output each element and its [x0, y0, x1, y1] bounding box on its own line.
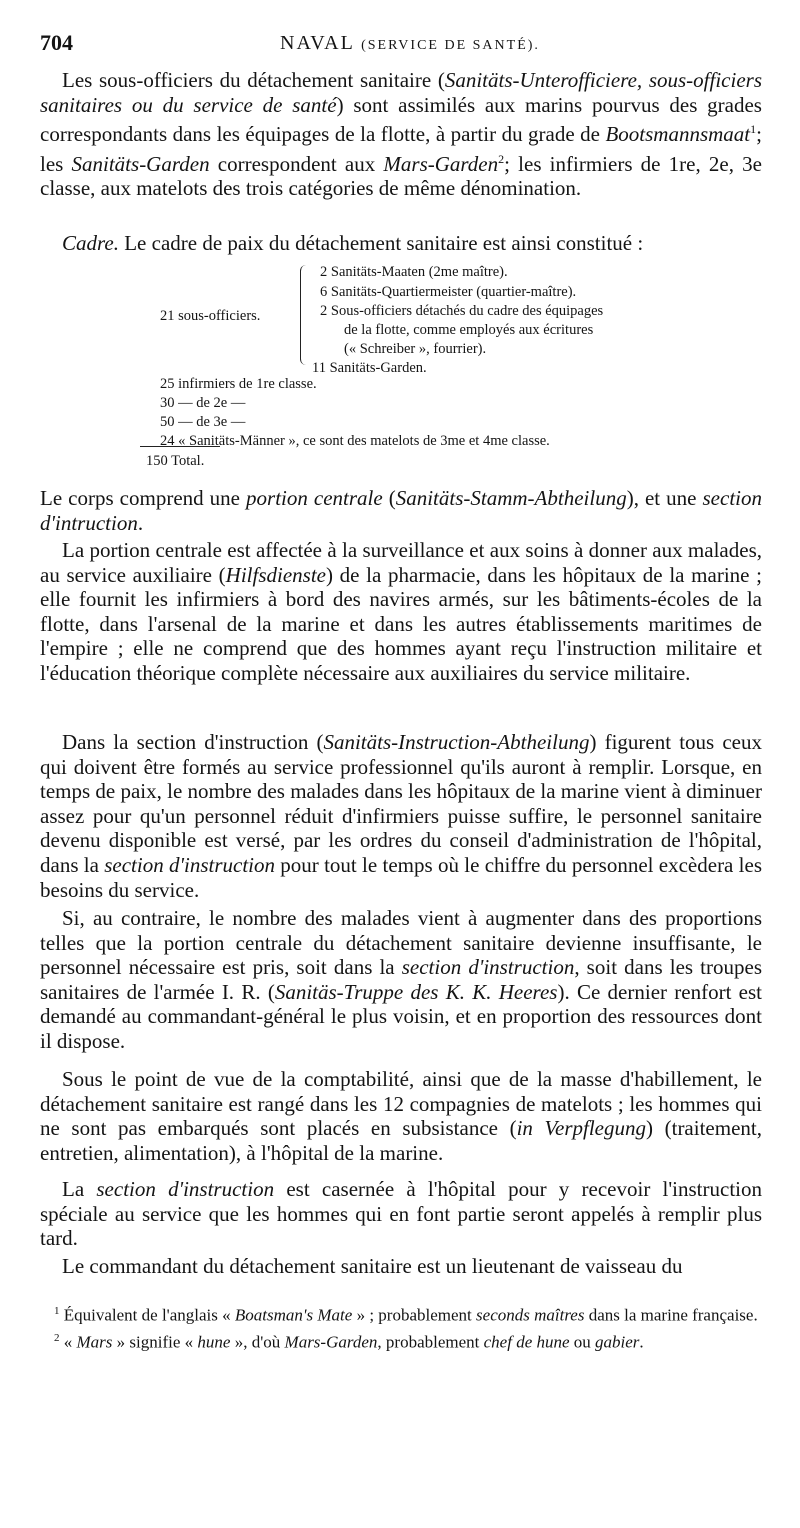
italic-term: portion centrale — [246, 486, 383, 510]
text-run: « — [59, 1332, 77, 1352]
cadre-line: de la flotte, comme employés aux écritures — [344, 322, 594, 338]
text-run: dans la marine française. — [584, 1305, 758, 1325]
text-run: , probablement — [377, 1332, 484, 1352]
cadre-row — [160, 433, 550, 450]
paragraph-section-instruction — [40, 730, 762, 902]
italic-term: Sanitäts-Stamm-Abtheilung — [395, 486, 627, 510]
text-run: est casernée à l'hôpital pour y recevoir l'instruction spéciale au service que les hommes qui en font partie seront appelés à remplir plus tard. — [40, 1177, 762, 1251]
text-run: Si, au contraire, le nombre des malades vient à augmenter dans des proportions telles que la portion centrale du détachement sanitaire devienne insuffisante, le personnel nécessaire est pris, soit dans la — [40, 906, 762, 980]
text-run: La — [62, 1177, 97, 1201]
paragraph-commandant — [40, 1254, 762, 1279]
cadre-line: 11 Sanitäts-Garden. — [312, 360, 427, 376]
text-run: Équivalent de l'anglais « — [59, 1305, 235, 1325]
paragraph-renfort — [40, 906, 762, 1054]
text-run: . — [137, 510, 144, 535]
running-head-sub: (SERVICE DE SANTÉ). — [361, 38, 540, 53]
text-run: ), et une — [626, 486, 703, 510]
cadre-total: 150 Total. — [146, 453, 205, 469]
cadre-table — [0, 0, 800, 480]
italic-term: Mars-Garden — [284, 1332, 378, 1352]
italic-term: section d'intruction — [40, 486, 762, 535]
italic-term: gabier — [595, 1332, 640, 1352]
text-run: . — [639, 1332, 644, 1352]
text-run: ( — [382, 486, 396, 510]
text-run: ) sont assimilés aux marins pourvus des grades correspondants dans les équipages de la flotte, à partir du grade de — [40, 92, 762, 147]
footnotes — [40, 1302, 762, 1355]
text-run: pour tout le temps où le chiffre du personnel excèdera les besoins du service. — [40, 852, 762, 902]
paragraph-comptabilite — [40, 1067, 762, 1165]
italic-term: Sanitäs-Truppe des K. K. Heeres — [274, 979, 558, 1004]
italic-term: Bootsmannsmaat — [605, 122, 751, 147]
footnote-ref-1: 1 — [750, 122, 757, 137]
cadre-group-label: 21 sous-officiers. — [160, 308, 261, 324]
cadre-row-count: 24 — [160, 433, 175, 449]
footnote-mark: 1 — [54, 1305, 60, 1317]
text-run: Dans la section d'instruction ( — [62, 730, 324, 754]
footnote-ref-2: 2 — [498, 151, 505, 166]
italic-term: in Verpflegung — [516, 1116, 647, 1141]
text-run: ; les infirmiers de 1re, 2e, 3e classe, aux matelots des trois catégories de même dénomination. — [40, 151, 763, 201]
cadre-line: (« Schreiber », fourrier). — [344, 341, 487, 357]
italic-term: section d'instruction — [401, 955, 575, 980]
cadre-row-text: « Sanitäts-Männer », ce sont des matelots de 3me et 4me classe. — [174, 433, 550, 449]
text-run: Le corps comprend une — [40, 486, 247, 510]
italic-term: Hilfsdienste — [225, 562, 326, 587]
cadre-row: 50 — de 3e — — [160, 414, 246, 430]
text-run: », d'où — [230, 1332, 285, 1352]
italic-term: Boatsman's Mate — [234, 1305, 353, 1325]
italic-term: section d'instruction — [96, 1177, 275, 1201]
footnote-1 — [40, 1302, 762, 1325]
cadre-brace — [300, 265, 309, 365]
cadre-line: 2 Sanitäts-Maaten (2me maître). — [320, 264, 508, 280]
text-run: Sous le point de vue de la comptabilité, ainsi que de la masse d'habillement, le détachement sanitaire est rangé dans les 12 compagnies de matelots ; les hommes qui ne sont pas embarqués sont placés en subsistance ( — [40, 1067, 762, 1141]
text-run: ; les — [40, 122, 762, 176]
text-run: » signifie « — [112, 1332, 198, 1352]
footnote-mark: 2 — [54, 1331, 60, 1344]
italic-term: Sanitäts-Garden — [71, 151, 210, 176]
text-run: Le commandant du détachement sanitaire est un lieutenant de vaisseau du — [62, 1254, 683, 1278]
text-run: ) (traitement, entretien, alimentation), à l'hôpital de la marine. — [40, 1116, 762, 1165]
cadre-row: 25 infirmiers de 1re classe. — [160, 376, 317, 392]
italic-term: Sanitäts-Unterofficiere, sous-officiers sanitaires ou du service de santé — [40, 68, 762, 117]
italic-term: chef de hune — [483, 1332, 570, 1352]
paragraph-casernement — [40, 1177, 762, 1251]
italic-term: Mars-Garden — [383, 151, 499, 176]
text-run: La portion centrale est affectée à la surveillance et aux soins à donner aux malades, au service auxiliaire ( — [40, 538, 762, 587]
cadre-line: 2 Sous-officiers détachés du cadre des équipages — [320, 303, 604, 319]
section-heading-cadre: Cadre. — [62, 231, 119, 255]
paragraph-corps — [40, 486, 762, 535]
running-head-main: NAVAL — [280, 32, 355, 54]
italic-term: Mars — [76, 1332, 113, 1352]
italic-term: hune — [197, 1332, 231, 1352]
text-run: » ; probablement — [352, 1305, 477, 1325]
text-run: , soit dans les troupes sanitaires de l'armée I. R. ( — [40, 955, 762, 1004]
italic-term: Sanitäts-Instruction-Abtheilung — [323, 730, 590, 754]
text-run: correspondent aux — [209, 151, 384, 176]
italic-term: seconds maîtres — [476, 1305, 585, 1325]
page-number: 704 — [40, 30, 73, 55]
text-run: Le cadre de paix du détachement sanitaire est ainsi constitué : — [118, 231, 644, 255]
footnote-2 — [40, 1329, 762, 1352]
text-run: ou — [569, 1332, 596, 1352]
text-run: Les sous-officiers du détachement sanitaire ( — [62, 68, 445, 92]
cadre-row: 30 — de 2e — — [160, 395, 246, 411]
paragraph-portion-centrale — [40, 538, 762, 686]
text-run: ). Ce dernier renfort est demandé au commandant-général le plus voisin, et en proportion des ressources dont il dispose. — [40, 979, 762, 1053]
total-rule — [140, 446, 220, 447]
text-run: ) figurent tous ceux qui doivent être formés au service professionnel qu'ils auront à remplir. Lorsque, en temps de paix, le nombre des malades dans les hôpitaux de la marine vient à diminuer assez pour qu'un personnel réduit d'infirmiers puisse suffire, le personnel sanitaire devenu disponible est versé, par les ordres du conseil d'administration de l'hôpital, dans la — [40, 730, 762, 877]
text-run: ) de la pharmacie, dans les hôpitaux de la marine ; elle fournit les infirmiers à bord des navires armés, sur les bâtiments-écoles de la flotte, dans l'arsenal de la marine et dans les autres établissements maritimes de l'empire ; elle ne comprend que des hommes ayant reçu l'instruction militaire et l'éducation théorique complète nécessaire aux auxiliaires du service militaire. — [40, 562, 762, 685]
cadre-line: 6 Sanitäts-Quartiermeister (quartier-maître). — [320, 284, 577, 300]
italic-term: section d'instruction — [104, 852, 276, 877]
